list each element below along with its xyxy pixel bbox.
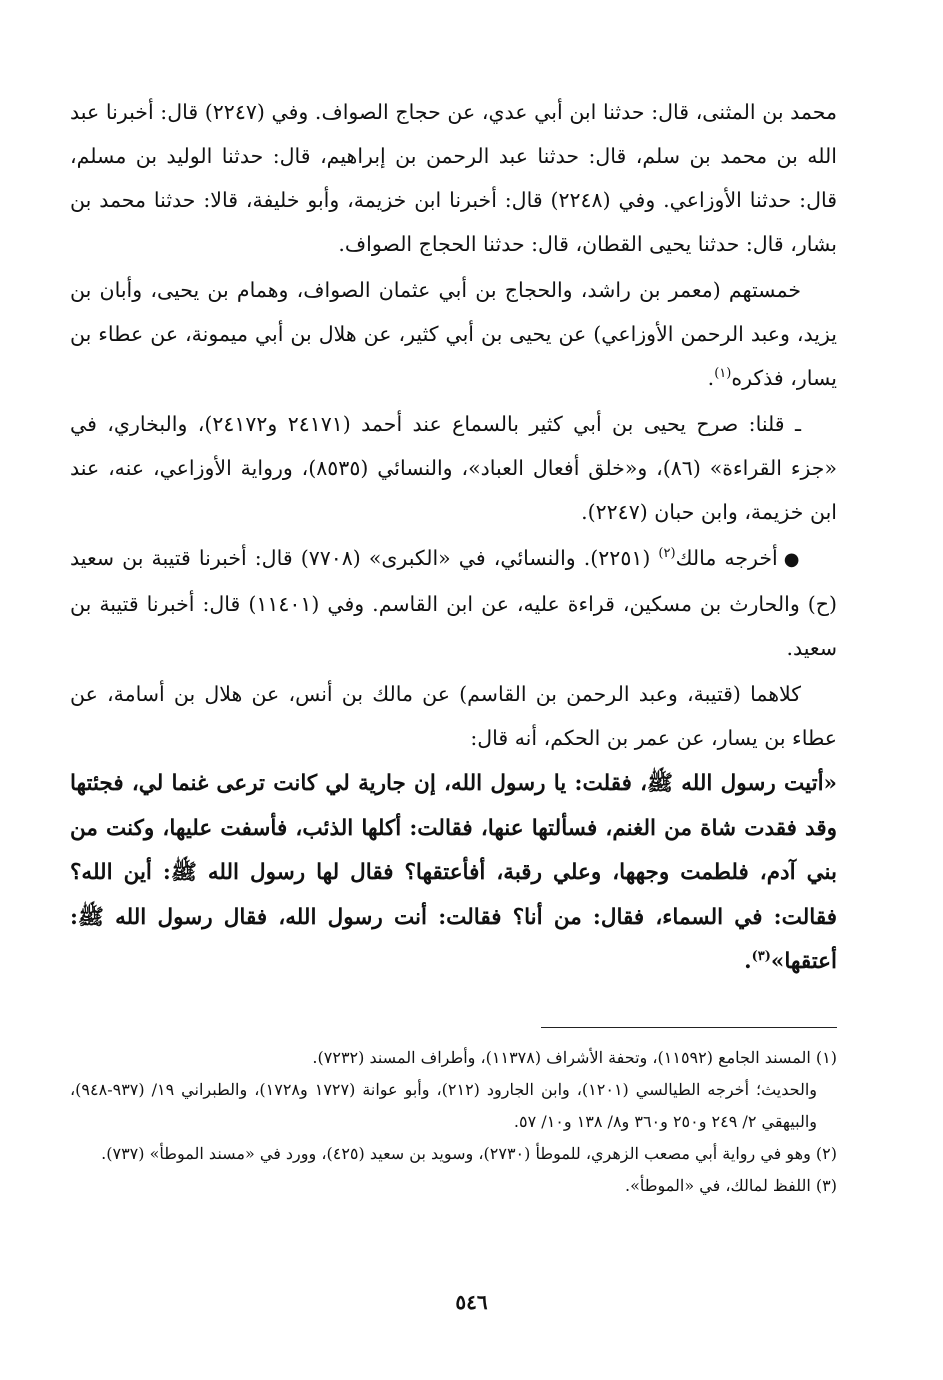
hadith-quote: «أتيت رسول الله ﷺ، فقلت: يا رسول الله، إن جارية لي كانت ترعى غنما لي، فجئتها وقد فقدت شاة من الغنم، فسألتها عنها، فقالت: أكلها الذئب، فأسفت عليها، وكنت من بني آدم، فلطمت وجهها، وعلي رقبة، أفأعتقها؟ فقال لها رسول الله ﷺ: أين الله؟ فقالت: في السماء، فقال: من أنا؟ فقالت: أنت رسول الله، فقال رسول الله ﷺ: أعتقها» [70, 771, 837, 974]
footnote-2: (٢) وهو في رواية أبي مصعب الزهري، للموطأ (٢٧٣٠)، وسويد بن سعيد (٤٢٥)، وورد في «مسند الموطأ» (٧٣٧). [101, 1144, 837, 1163]
takhrij-rest: (٢٢٥١). والنسائي، في «الكبرى» (٧٧٠٨) قال: أخبرنا قتيبة بن سعيد (ح) والحارث بن مسكين، قراءة عليه، عن ابن القاسم. وفي (١١٤٠١) قال: أخبرنا قتيبة بن سعيد. [70, 546, 837, 660]
hadith-text [70, 762, 837, 985]
hadith-end: . [744, 949, 752, 974]
footnote-ref-3[interactable]: (٣) [751, 948, 771, 964]
paragraph-chain-of-narrators: محمد بن المثنى، قال: حدثنا ابن أبي عدي، عن حجاج الصواف. وفي (٢٢٤٧) قال: أخبرنا عبد الله بن محمد بن سلم، قال: حدثنا عبد الرحمن بن إبراهيم، قال: حدثنا الوليد بن مسلم، قال: حدثنا الأوزاعي. وفي (٢٢٤٨) قال: أخبرنا ابن خزيمة، وأبو خليفة، قالا: حدثنا محمد بن بشار، قال: حدثنا يحيى القطان، قال: حدثنا الحجاج الصواف. [70, 100, 838, 256]
paragraph-five-narrators-text: خمستهم (معمر بن راشد، والحجاج بن أبي عثمان الصواف، وهمام بن يحيى، وأبان بن يزيد، وعبد الرحمن الأوزاعي) عن يحيى بن أبي كثير، عن هلال بن أبي ميمونة، عن عطاء بن يسار، فذكره [70, 278, 837, 390]
paragraph-commentary: ـ قلنا: صرح يحيى بن أبي كثير بالسماع عند أحمد (٢٤١٧١ و٢٤١٧٢)، والبخاري، في «جزء القراءة» (٨٦)، و«خلق أفعال العباد»، والنسائي (٨٥٣٥)، ورواية الأوزاعي، عنه، عند ابن خزيمة، وابن حبان (٢٢٤٧). [70, 412, 838, 524]
footnote-ref-1[interactable]: (١) [714, 366, 732, 382]
bullet-icon: ● [783, 549, 801, 570]
main-text [70, 90, 837, 987]
paragraph-both-narrators: كلاهما (قتيبة، وعبد الرحمن بن القاسم) عن مالك بن أنس، عن هلال بن أسامة، عن عطاء بن يسار، عن عمر بن الحكم، أنه قال: [70, 682, 837, 750]
page-number: ٥٤٦ [455, 1290, 488, 1314]
footnote-separator [541, 1027, 837, 1028]
footnote-3: (٣) اللفظ لمالك، في «الموطأ». [625, 1176, 837, 1195]
paragraph-takhrij [70, 536, 837, 670]
footnote-ref-2[interactable]: (٢) [658, 546, 676, 562]
footnotes [70, 1042, 837, 1202]
footnote-1-continued: والحديث؛ أخرجه الطيالسي (١٢٠١)، وابن الجارود (٢١٢)، وأبو عوانة (١٧٢٧ و١٧٢٨)، والطبراني ١٩/ (٩٣٧-٩٤٨)، والبيهقي ٢/ ٢٤٩ و٢٥٠ و٣٦٠ و٨/ ١٣٨ و١٠/ ٥٧. [70, 1080, 818, 1131]
paragraph-five-narrators: خمستهم (معمر بن راشد، والحجاج بن أبي عثمان الصواف، وهمام بن يحيى، وأبان بن يزيد، وعبد الرحمن الأوزاعي) عن يحيى بن أبي كثير، عن هلال بن أبي ميمونة، عن عطاء بن يسار، فذكره$^{(١)}$. [70, 278, 837, 390]
footnote-1: (١) المسند الجامع (١١٥٩٢)، وتحفة الأشراف (١١٣٧٨)، وأطراف المسند (٧٢٣٢). [312, 1048, 837, 1067]
takhrij-lead: أخرجه مالك [675, 546, 778, 570]
